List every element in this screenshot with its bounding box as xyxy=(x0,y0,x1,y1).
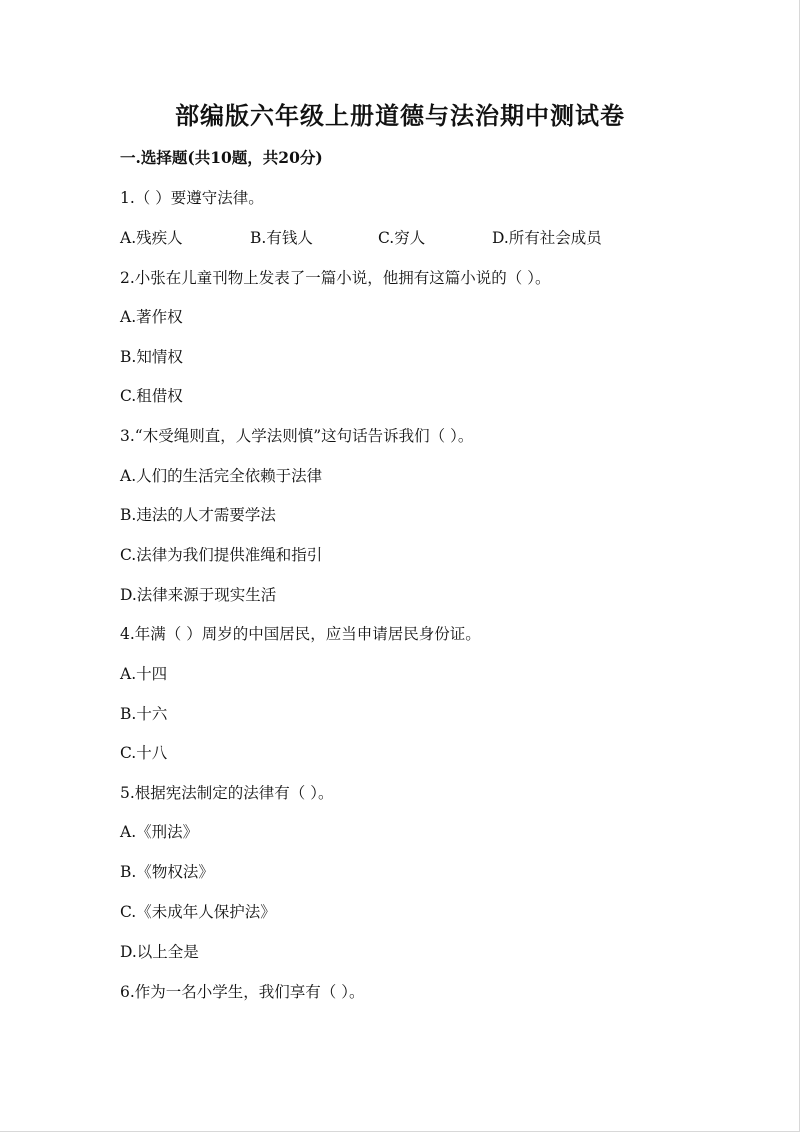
question-3-stem: 3.“木受绳则直，人学法则慎”这句话告诉我们（ ）。 xyxy=(120,427,474,445)
question-2-option-a: A.著作权 xyxy=(120,308,183,326)
question-5-option-c: C.《未成年人保护法》 xyxy=(120,903,276,921)
page-title: 部编版六年级上册道德与法治期中测试卷 xyxy=(175,101,625,130)
question-1-option-b: B.有钱人 xyxy=(250,229,313,247)
question-3-option-b: B.违法的人才需要学法 xyxy=(120,506,276,524)
question-1-option-d: D.所有社会成员 xyxy=(492,229,602,247)
question-3-option-c: C.法律为我们提供准绳和指引 xyxy=(120,546,323,564)
question-2-stem: 2.小张在儿童刊物上发表了一篇小说，他拥有这篇小说的（ ）。 xyxy=(120,269,551,287)
question-1-option-c: C.穷人 xyxy=(378,229,426,247)
question-3-option-a: A.人们的生活完全依赖于法律 xyxy=(120,467,323,485)
question-4-option-a: A.十四 xyxy=(120,665,168,683)
question-5-option-a: A.《刑法》 xyxy=(120,823,199,841)
question-5-option-d: D.以上全是 xyxy=(120,943,199,961)
question-4-option-c: C.十八 xyxy=(120,744,168,762)
question-1-stem: 1.（ ）要遵守法律。 xyxy=(120,189,264,207)
question-5-stem: 5.根据宪法制定的法律有（ ）。 xyxy=(120,784,334,802)
question-6-stem: 6.作为一名小学生，我们享有（ ）。 xyxy=(120,983,365,1001)
question-2-option-c: C.租借权 xyxy=(120,387,183,405)
question-3-option-d: D.法律来源于现实生活 xyxy=(120,586,277,604)
question-4-stem: 4.年满（ ）周岁的中国居民，应当申请居民身份证。 xyxy=(120,625,481,643)
question-4-option-b: B.十六 xyxy=(120,705,168,723)
question-1-option-a: A.残疾人 xyxy=(120,229,183,247)
section-heading: 一.选择题(共10题，共20分) xyxy=(120,148,323,167)
question-5-option-b: B.《物权法》 xyxy=(120,863,214,881)
question-2-option-b: B.知情权 xyxy=(120,348,183,366)
